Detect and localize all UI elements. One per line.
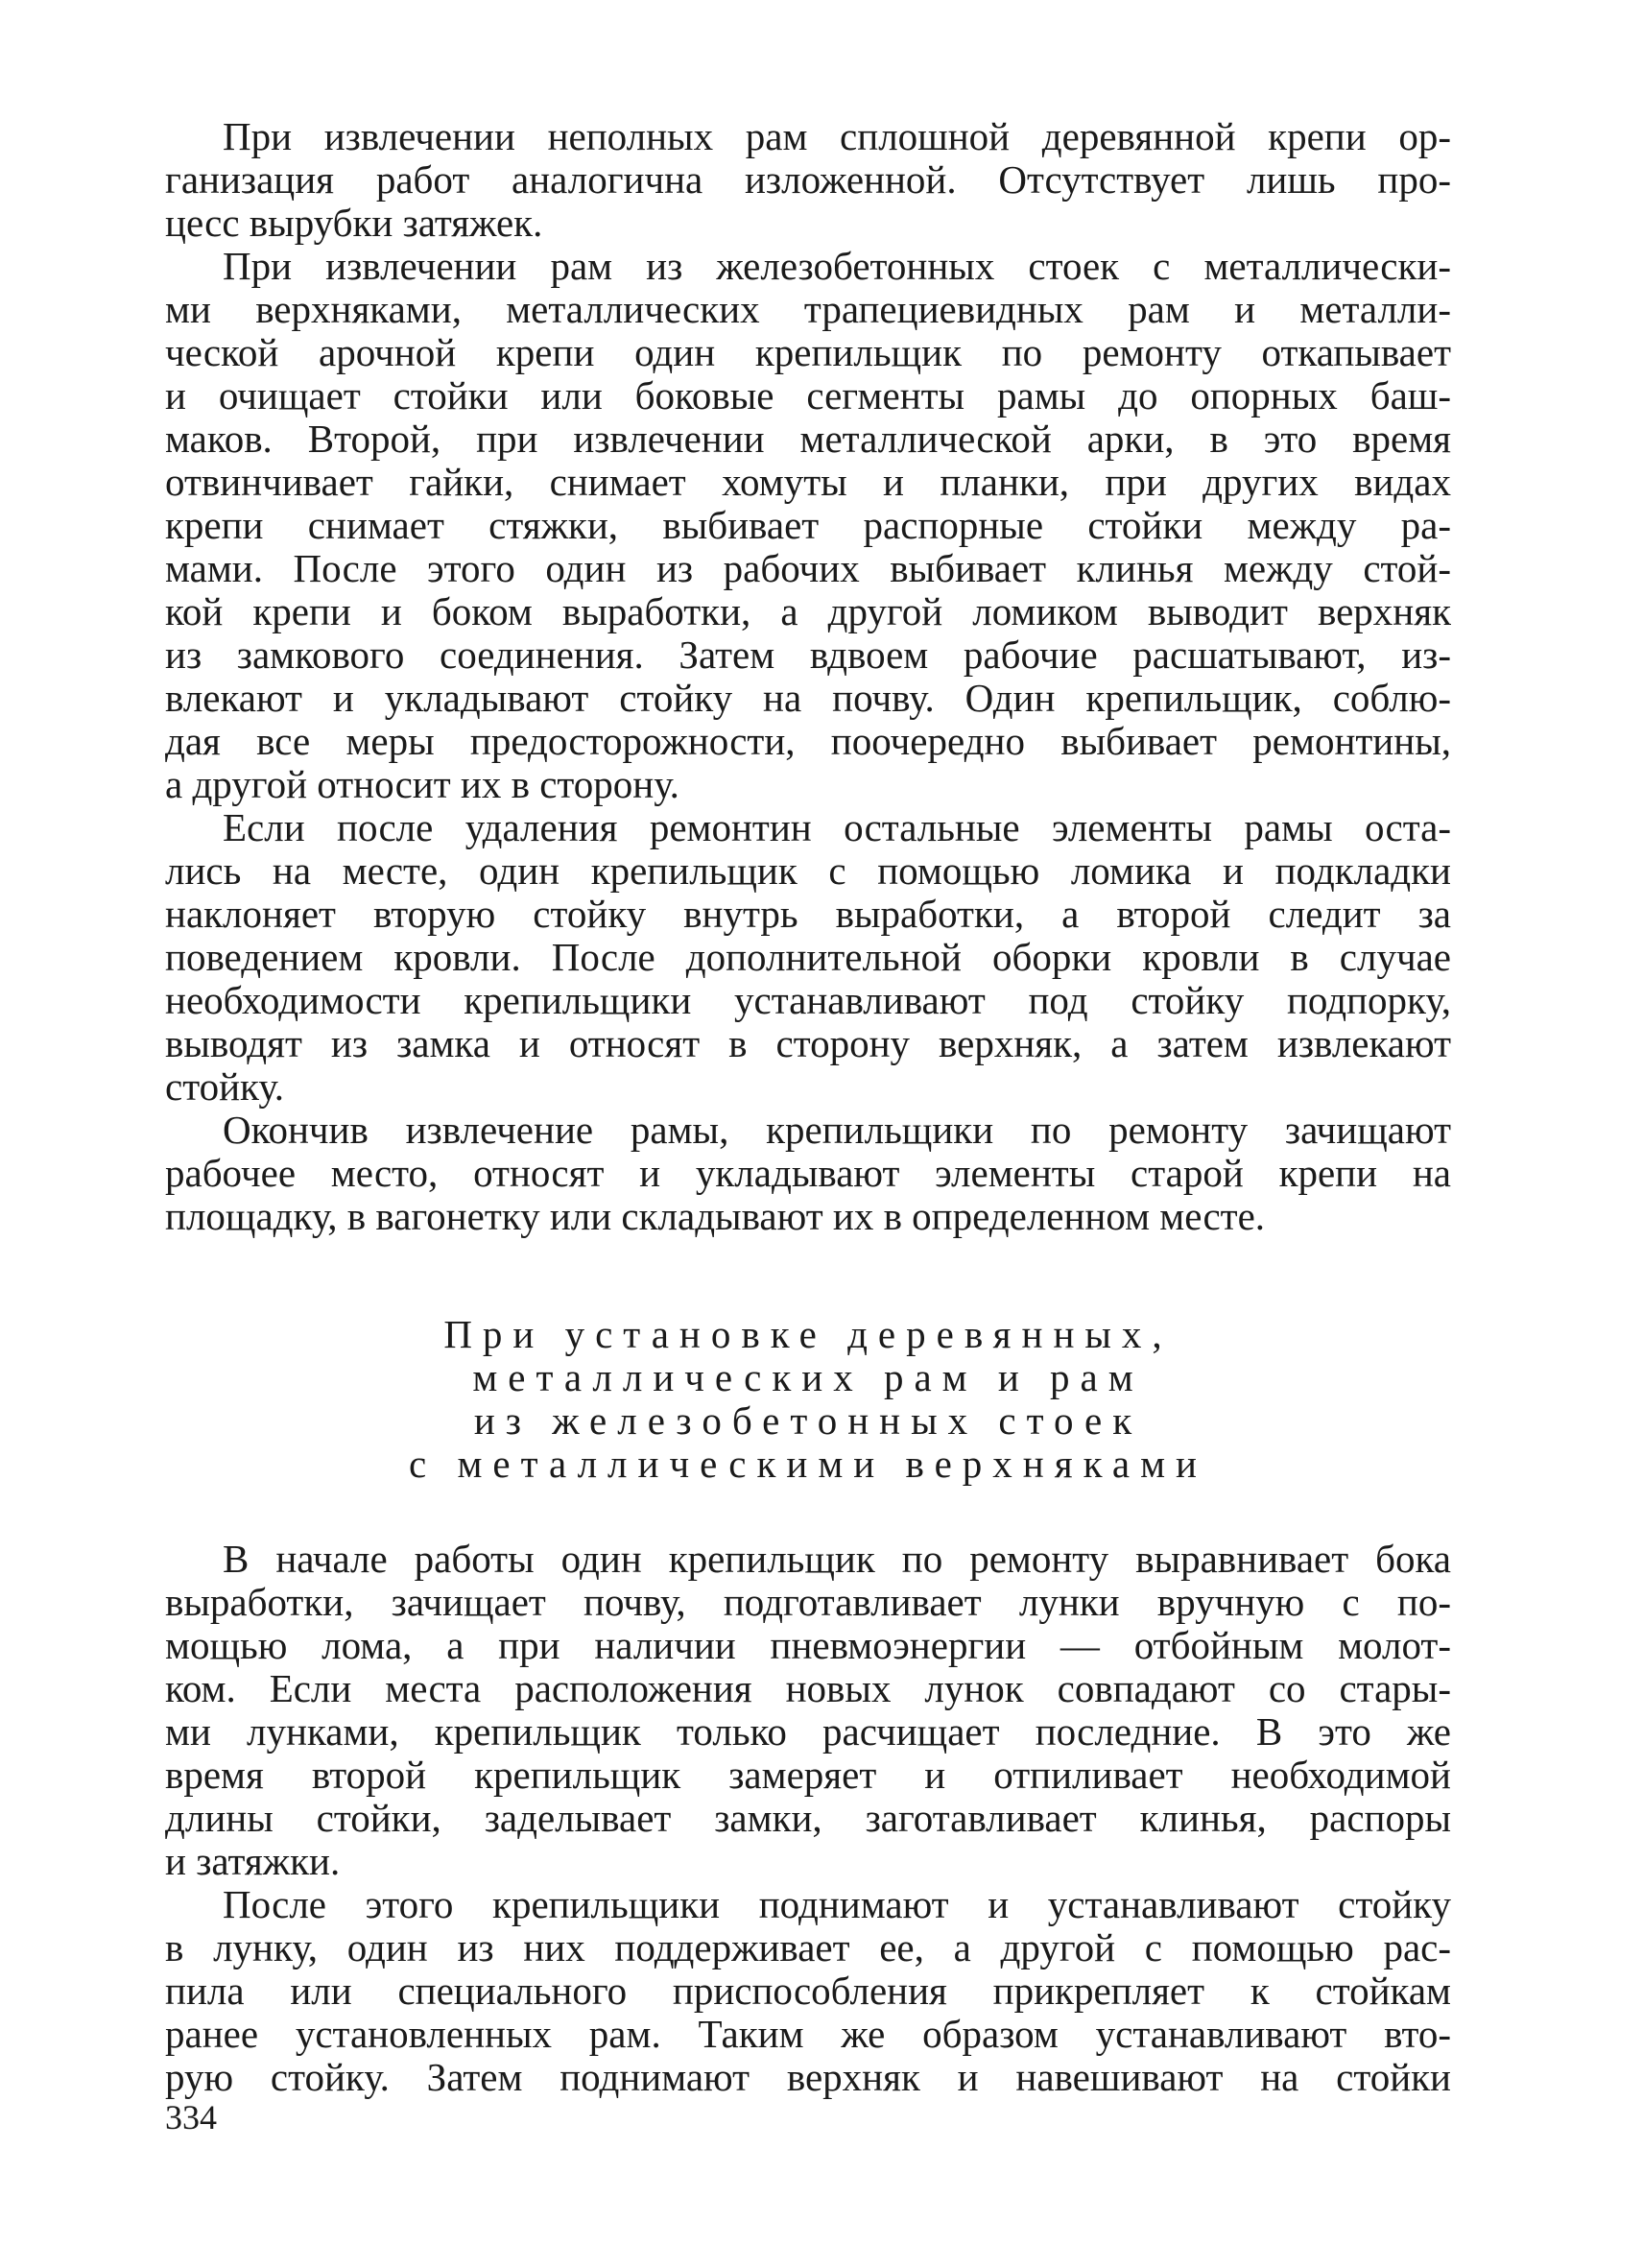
- text-line: дая все меры предосторожности, поочередно выбивает ремонтины,: [165, 720, 1451, 763]
- page-number: 334: [165, 2098, 217, 2137]
- text-line: площадку, в вагонетку или складывают их в определенном месте.: [165, 1195, 1266, 1238]
- text-line: Если после удаления ремонтин остальные элементы рамы оста-: [223, 806, 1451, 849]
- text-line: ком. Если места расположения новых лунок совпадают со стары-: [165, 1667, 1451, 1710]
- paragraph: [165, 1109, 1451, 1238]
- heading-line: с металлическими верхняками: [409, 1442, 1207, 1486]
- text-line: выработки, зачищает почву, подготавливает лунки вручную с по-: [165, 1581, 1451, 1624]
- text-line: ганизация работ аналогична изложенной. Отсутствует лишь про-: [165, 158, 1451, 202]
- paragraph: [165, 115, 1451, 245]
- text-line: При извлечении неполных рам сплошной деревянной крепи ор-: [223, 115, 1451, 158]
- text-line: наклоняет вторую стойку внутрь выработки, а второй следит за: [165, 893, 1451, 936]
- text-line: стойку.: [165, 1065, 285, 1109]
- paragraph: [165, 806, 1451, 1109]
- text-line: мами. После этого один из рабочих выбивает клинья между стой-: [165, 547, 1451, 590]
- text-line: кой крепи и боком выработки, а другой ломиком выводит верхняк: [165, 590, 1451, 633]
- text-line: ми лунками, крепильщик только расчищает последние. В это же: [165, 1710, 1451, 1754]
- paragraph: [165, 245, 1451, 806]
- text-line: и очищает стойки или боковые сегменты рамы до опорных баш-: [165, 374, 1451, 418]
- page-body: [165, 115, 1451, 2099]
- text-line: рабочее место, относят и укладывают элементы старой крепи на: [165, 1152, 1451, 1195]
- text-line: мощью лома, а при наличии пневмоэнергии — отбойным молот-: [165, 1624, 1451, 1667]
- text-line: крепи снимает стяжки, выбивает распорные стойки между ра-: [165, 504, 1451, 547]
- heading-line: из железобетонных стоек: [473, 1398, 1143, 1443]
- text-line: маков. Второй, при извлечении металлической арки, в это время: [165, 418, 1451, 461]
- text-line: При извлечении рам из железобетонных стоек с металлически-: [223, 245, 1451, 288]
- text-line: рую стойку. Затем поднимают верхняк и навешивают на стойки: [165, 2056, 1451, 2099]
- text-line: После этого крепильщики поднимают и устанавливают стойку: [223, 1883, 1451, 1926]
- text-line: В начале работы один крепильщик по ремонту выравнивает бока: [223, 1538, 1451, 1581]
- section-heading: [165, 1313, 1451, 1486]
- paragraph: [165, 1883, 1451, 2099]
- text-line: отвинчивает гайки, снимает хомуты и планки, при других видах: [165, 461, 1451, 504]
- text-line: в лунку, один из них поддерживает ее, а другой с помощью рас-: [165, 1926, 1451, 1970]
- text-line: и затяжки.: [165, 1840, 341, 1883]
- paragraph: [165, 1538, 1451, 1883]
- text-line: ранее установленных рам. Таким же образом устанавливают вто-: [165, 2013, 1451, 2056]
- text-line: длины стойки, заделывает замки, заготавливает клинья, распоры: [165, 1797, 1451, 1840]
- heading-line: металлических рам и рам: [472, 1355, 1144, 1399]
- heading-line: При установке деревянных,: [443, 1312, 1173, 1356]
- text-line: лись на месте, один крепильщик с помощью ломика и подкладки: [165, 849, 1451, 893]
- text-line: ческой арочной крепи один крепильщик по ремонту откапывает: [165, 331, 1451, 374]
- text-line: цесс вырубки затяжек.: [165, 202, 543, 245]
- text-line: Окончив извлечение рамы, крепильщики по ремонту зачищают: [223, 1109, 1451, 1152]
- text-line: из замкового соединения. Затем вдвоем рабочие расшатывают, из-: [165, 633, 1451, 677]
- text-line: необходимости крепильщики устанавливают под стойку подпорку,: [165, 979, 1451, 1022]
- text-line: ми верхняками, металлических трапециевидных рам и металли-: [165, 288, 1451, 331]
- section-after-heading: [165, 1538, 1451, 2099]
- text-line: выводят из замка и относят в сторону верхняк, а затем извлекают: [165, 1022, 1451, 1065]
- text-line: поведением кровли. После дополнительной оборки кровли в случае: [165, 936, 1451, 979]
- section-before-heading: [165, 115, 1451, 1238]
- text-line: влекают и укладывают стойку на почву. Один крепильщик, соблю-: [165, 677, 1451, 720]
- text-line: пила или специального приспособления прикрепляет к стойкам: [165, 1970, 1451, 2013]
- text-line: время второй крепильщик замеряет и отпиливает необходимой: [165, 1754, 1451, 1797]
- text-line: а другой относит их в сторону.: [165, 763, 679, 806]
